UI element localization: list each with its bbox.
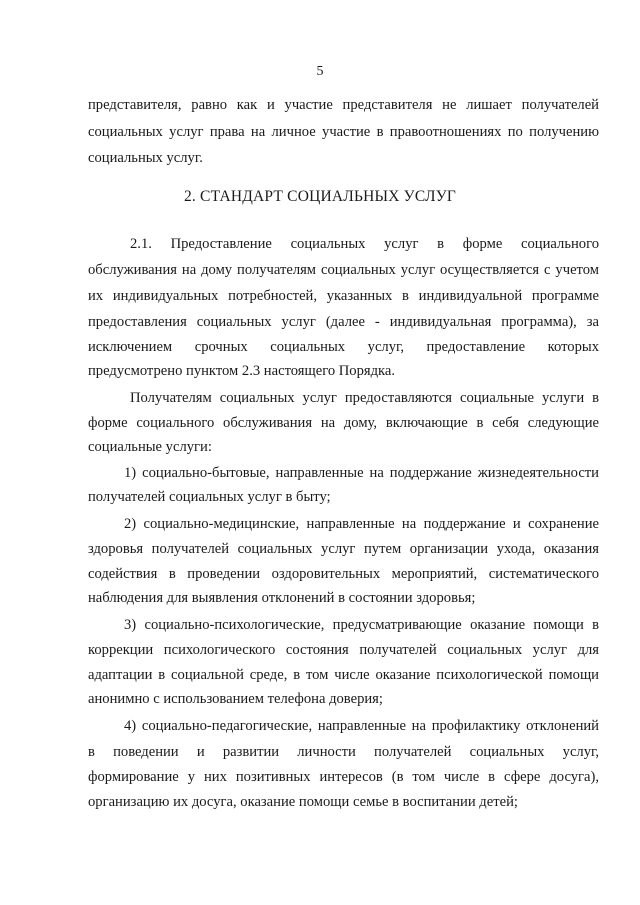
text-line: в поведении и развитии личности получателей социальных услуг, bbox=[88, 744, 599, 760]
text-line: 2) социально-медицинские, направленные на поддержание и сохранение bbox=[124, 516, 599, 532]
text-line: получателей социальных услуг в быту; bbox=[88, 489, 331, 505]
text-line: обслуживания на дому получателям социальных услуг осуществляется с учетом bbox=[88, 262, 599, 278]
text-line: социальных услуг права на личное участие в правоотношениях по получению bbox=[88, 124, 599, 140]
text-line: здоровья получателей социальных услуг путем организации ухода, оказания bbox=[88, 541, 599, 557]
text-line: адаптации в социальной среде, в том числе оказание психологической помощи bbox=[88, 667, 599, 683]
text-line: социальных услуг. bbox=[88, 150, 203, 166]
text-line: 1) социально-бытовые, направленные на поддержание жизнедеятельности bbox=[124, 465, 599, 481]
text-line: исключением срочных социальных услуг, предоставление которых bbox=[88, 339, 599, 355]
text-line: формирование у них позитивных интересов (в том числе в сфере досуга), bbox=[88, 769, 599, 785]
text-line: представителя, равно как и участие представителя не лишает получателей bbox=[88, 97, 599, 113]
text-line: анонимно с использованием телефона доверия; bbox=[88, 691, 383, 707]
text-line: Получателям социальных услуг предоставляются социальные услуги в bbox=[130, 390, 599, 406]
text-line: предусмотрено пунктом 2.3 настоящего Порядка. bbox=[88, 363, 396, 379]
text-line: коррекции психологического состояния получателей социальных услуг для bbox=[88, 642, 599, 658]
text-line: содействия в проведении оздоровительных мероприятий, систематического bbox=[88, 566, 599, 582]
text-line: наблюдения для выявления отклонений в состоянии здоровья; bbox=[88, 590, 476, 606]
text-line: предоставления социальных услуг (далее - индивидуальная программа), за bbox=[88, 314, 599, 330]
section-heading: 2. СТАНДАРТ СОЦИАЛЬНЫХ УСЛУГ bbox=[183, 188, 457, 205]
text-line: их индивидуальных потребностей, указанных в индивидуальной программе bbox=[88, 288, 599, 304]
text-line: 2.1. Предоставление социальных услуг в форме социального bbox=[130, 236, 599, 252]
text-line: форме социального обслуживания на дому, включающие в себя следующие bbox=[88, 415, 599, 431]
text-line: организацию их досуга, оказание помощи семье в воспитании детей; bbox=[88, 794, 518, 810]
text-line: социальные услуги: bbox=[88, 439, 212, 455]
page-number: 5 bbox=[316, 64, 324, 79]
text-line: 4) социально-педагогические, направленные на профилактику отклонений bbox=[124, 718, 599, 734]
text-line: 3) социально-психологические, предусматривающие оказание помощи в bbox=[124, 617, 599, 633]
